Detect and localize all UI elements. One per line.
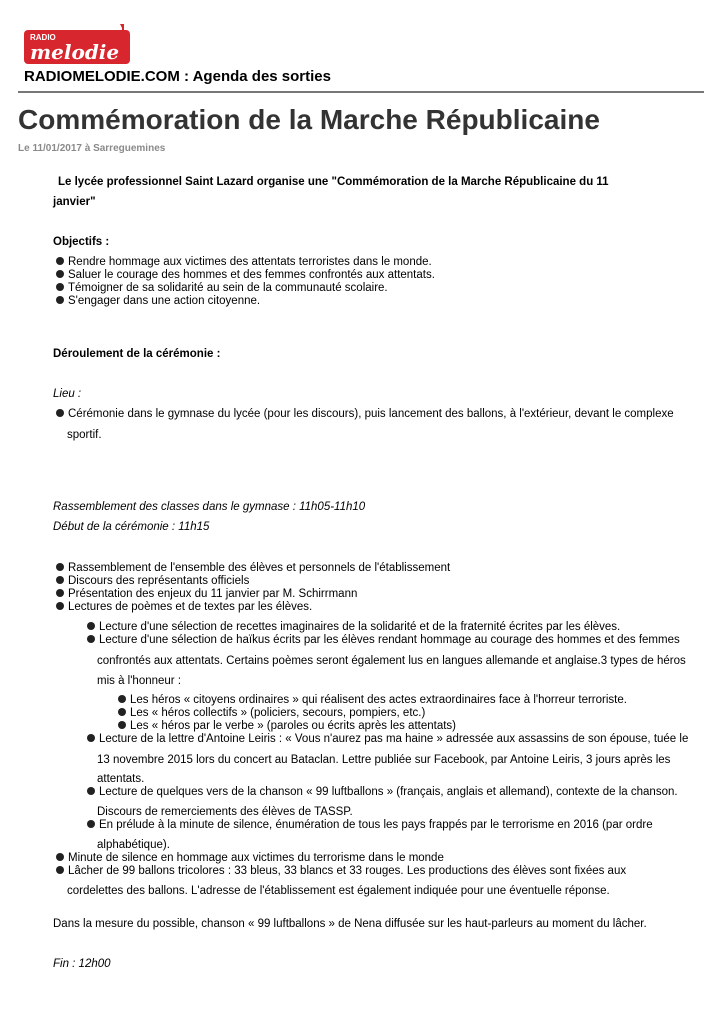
list-item-continuation: cordelettes des ballons. L'adresse de l'établissement est également indiquée pour une éventuelle réponse. xyxy=(67,885,610,897)
list-item: Les héros « citoyens ordinaires » qui réalisent des actes extraordinaires face à l'horreur terroriste. xyxy=(118,694,627,707)
bullet-icon xyxy=(56,602,64,610)
list-item: Les « héros collectifs » (policiers, secours, pompiers, etc.) xyxy=(118,707,425,720)
bullet-icon xyxy=(56,576,64,584)
list-item: Discours des représentants officiels xyxy=(56,575,249,588)
bullet-icon xyxy=(87,734,95,742)
start-time: Début de la cérémonie : 11h15 xyxy=(53,521,210,533)
list-item: Lectures de poèmes et de textes par les élèves. xyxy=(56,601,312,614)
bullet-icon xyxy=(56,409,64,417)
list-item: Lecture d'une sélection de recettes imaginaires de la solidarité et de la fraternité écrites par les élèves. xyxy=(87,621,620,634)
bullet-icon xyxy=(56,853,64,861)
ceremony-heading: Déroulement de la cérémonie : xyxy=(53,348,221,360)
bullet-icon xyxy=(118,695,126,703)
list-item-continuation: 13 novembre 2015 lors du concert au Bataclan. Lettre publiée sur Facebook, par Antoine Leiris, 3 jours après les xyxy=(97,754,671,766)
bullet-icon xyxy=(56,296,64,304)
gathering-time: Rassemblement des classes dans le gymnase : 11h05-11h10 xyxy=(53,501,366,513)
bullet-icon xyxy=(56,270,64,278)
bullet-icon xyxy=(87,622,95,630)
bullet-icon xyxy=(56,283,64,291)
objectives-heading: Objectifs : xyxy=(53,236,110,248)
list-item: Présentation des enjeux du 11 janvier par M. Schirrmann xyxy=(56,588,357,601)
song-note: Dans la mesure du possible, chanson « 99 luftballons » de Nena diffusée sur les haut-parleurs au moment du lâcher. xyxy=(53,918,647,930)
list-item: Lecture de quelques vers de la chanson « 99 luftballons » (français, anglais et allemand), contexte de la chanson. xyxy=(87,786,678,799)
list-item: Lecture d'une sélection de haïkus écrits par les élèves rendant hommage au courage des hommes et des femmes xyxy=(87,634,680,647)
list-item-continuation: sportif. xyxy=(67,429,102,441)
list-item-continuation: mis à l'honneur : xyxy=(97,675,182,687)
list-item-continuation: alphabétique). xyxy=(97,839,170,851)
list-item: En prélude à la minute de silence, énumération de tous les pays frappés par le terrorisme en 2016 (par ordre xyxy=(87,819,653,832)
list-item: Cérémonie dans le gymnase du lycée (pour les discours), puis lancement des ballons, à l'extérieur, devant le complexe xyxy=(56,408,674,421)
list-item: Lâcher de 99 ballons tricolores : 33 bleus, 33 blancs et 33 rouges. Les productions des élèves sont fixées aux xyxy=(56,865,626,878)
bullet-icon xyxy=(87,635,95,643)
bullet-icon xyxy=(118,721,126,729)
logo-small-text: RADIO xyxy=(30,33,56,42)
bullet-icon xyxy=(118,708,126,716)
end-time: Fin : 12h00 xyxy=(53,958,111,970)
bullet-icon xyxy=(87,787,95,795)
bullet-icon xyxy=(87,820,95,828)
bullet-icon xyxy=(56,866,64,874)
list-item: Les « héros par le verbe » (paroles ou écrits après les attentats) xyxy=(118,720,456,733)
intro-line: janvier" xyxy=(53,196,96,208)
list-item: Lecture de la lettre d'Antoine Leiris : « Vous n'aurez pas ma haine » adressée aux assassins de son épouse, tuée le xyxy=(87,733,688,746)
header-divider xyxy=(18,91,704,93)
list-item: Saluer le courage des hommes et des femmes confrontés aux attentats. xyxy=(56,269,435,282)
list-item: Témoigner de sa solidarité au sein de la communauté scolaire. xyxy=(56,282,388,295)
list-item-continuation: Discours de remerciements des élèves de TASSP. xyxy=(97,806,353,818)
list-item: Rassemblement de l'ensemble des élèves et personnels de l'établissement xyxy=(56,562,450,575)
article-meta: Le 11/01/2017 à Sarreguemines xyxy=(18,143,166,154)
list-item-continuation: attentats. xyxy=(97,773,145,785)
radio-melodie-logo xyxy=(24,22,132,66)
list-item-continuation: confrontés aux attentats. Certains poèmes seront également lus en langues allemande et anglaise.3 types de héros xyxy=(97,655,686,667)
list-item: Rendre hommage aux victimes des attentats terroristes dans le monde. xyxy=(56,256,432,269)
section-title: RADIOMELODIE.COM : Agenda des sorties xyxy=(24,68,331,85)
bullet-icon xyxy=(56,589,64,597)
lieu-label: Lieu : xyxy=(53,388,82,400)
bullet-icon xyxy=(56,257,64,265)
bullet-icon xyxy=(56,563,64,571)
list-item: S'engager dans une action citoyenne. xyxy=(56,295,260,308)
page-title: Commémoration de la Marche Républicaine xyxy=(18,104,600,135)
intro-line: Le lycée professionnel Saint Lazard organise une "Commémoration de la Marche Républicaine du 11 xyxy=(58,176,609,188)
logo-brand-text: melodie xyxy=(30,40,120,64)
list-item: Minute de silence en hommage aux victimes du terrorisme dans le monde xyxy=(56,852,444,865)
